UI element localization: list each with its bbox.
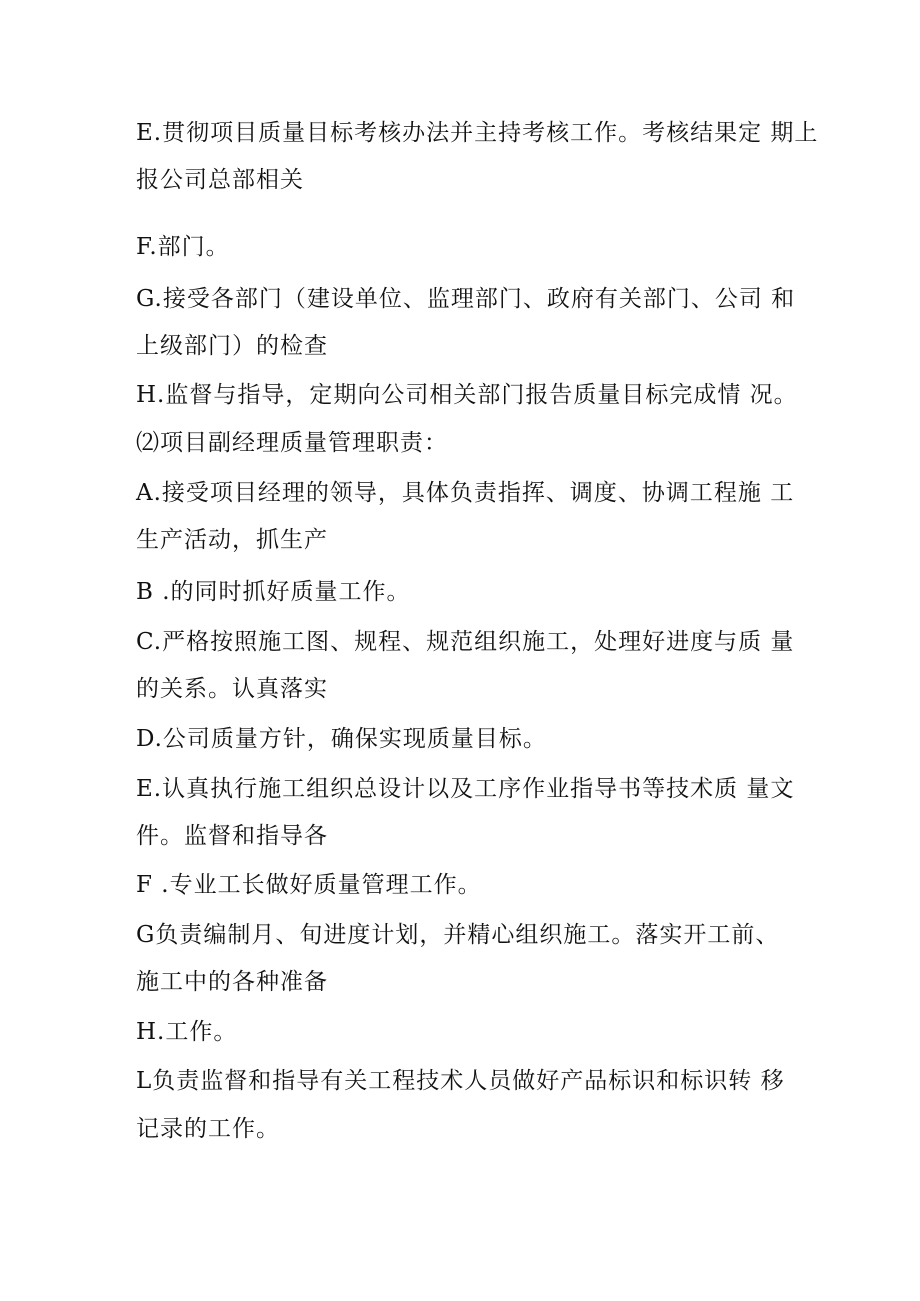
text-line-f: F.部门。: [136, 234, 230, 260]
text-line-e-1: E.贯彻项目质量目标考核办法并主持考核工作。考核结果定 期上: [136, 120, 819, 146]
text-line-h2: H.工作。: [136, 1019, 238, 1045]
text-line-g-1: G.接受各部门（建设单位、监理部门、政府有关部门、公司 和: [136, 286, 796, 312]
text-line-l-1: L负责监督和指导有关工程技术人员做好产品标识和标识转 移: [136, 1068, 785, 1094]
text-line-e-2: 报公司总部相关: [136, 167, 304, 193]
text-line-c-2: 的关系。认真落实: [136, 676, 328, 702]
text-line-a-1: A.接受项目经理的领导，具体负责指挥、调度、协调工程施 工: [136, 480, 795, 506]
text-line-g-2: 上级部门）的检查: [136, 333, 328, 359]
text-line-a-2: 生产活动，抓生产: [136, 527, 328, 553]
text-line-f2: F .专业工长做好质量管理工作。: [136, 872, 482, 898]
text-line-b: B .的同时抓好质量工作。: [136, 579, 411, 605]
section-heading: ⑵项目副经理质量管理职责：: [136, 430, 448, 456]
text-line-c-1: C.严格按照施工图、规程、规范组织施工，处理好进度与质 量: [136, 629, 795, 655]
text-line-h: H.监督与指导，定期向公司相关部门报告质量目标完成情 况。: [136, 382, 798, 408]
text-line-l-2: 记录的工作。: [136, 1116, 280, 1142]
text-line-e2-2: 件。监督和指导各: [136, 823, 328, 849]
text-line-g2-1: G负责编制月、旬进度计划，并精心组织施工。落实开工前、: [136, 922, 780, 948]
text-line-e2-1: E.认真执行施工组织总设计以及工序作业指导书等技术质 量文: [136, 776, 795, 802]
text-line-d: D.公司质量方针，确保实现质量目标。: [136, 726, 547, 752]
text-line-g2-2: 施工中的各种准备: [136, 969, 328, 995]
